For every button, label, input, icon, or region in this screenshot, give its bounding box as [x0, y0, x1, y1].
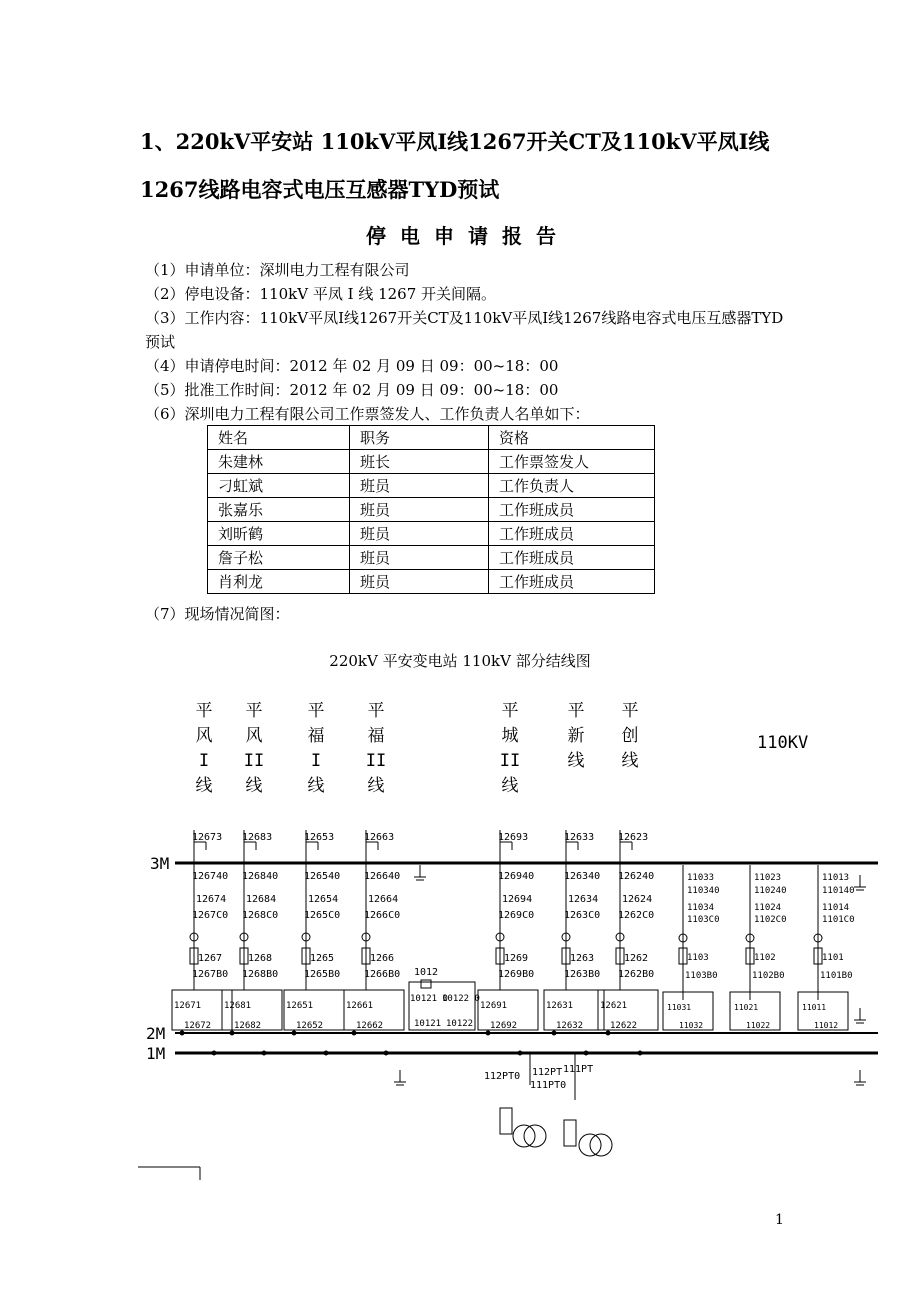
switch-code: 1103 [687, 953, 709, 963]
switch-code: 1101 [822, 953, 844, 963]
table-cell: 朱建林 [208, 450, 350, 474]
feeder-name-char: 平 [367, 701, 385, 721]
bus-node [262, 1051, 266, 1055]
table-cell: 工作票签发人 [489, 450, 655, 474]
switch-code: 12662 [356, 1021, 384, 1031]
switch-code: 1269 [504, 953, 529, 964]
switch-code: 110340 [687, 886, 720, 896]
item-work-content: （3）工作内容：110kV平凤I线1267开关CT及110kV平凤I线1267线路电容式电压互感器TYD [145, 309, 784, 327]
switch-code: 1102C0 [754, 915, 787, 925]
table-header: 资格 [489, 426, 655, 450]
table-cell: 詹子松 [208, 546, 350, 570]
feeder-name-char: I [198, 751, 210, 771]
switch-code: 1263C0 [564, 910, 601, 921]
switch-code: 1101C0 [822, 915, 855, 925]
table-cell: 工作班成员 [489, 522, 655, 546]
switch-code: 1268B0 [242, 969, 279, 980]
bus-node [230, 1031, 234, 1035]
feeder-name-char: 平 [307, 701, 325, 721]
bus-node [606, 1031, 610, 1035]
switch-code: 12654 [308, 894, 339, 905]
switch-code: 12632 [556, 1021, 584, 1031]
bus-node [292, 1031, 296, 1035]
table-cell: 班员 [350, 546, 489, 570]
bus-node [324, 1051, 328, 1055]
feeder-name-char: 平 [501, 701, 519, 721]
bus-node [180, 1031, 184, 1035]
switch-code: 10122 0 [442, 994, 480, 1004]
table-cell: 工作班成员 [489, 546, 655, 570]
feeder-name-char: 福 [307, 726, 325, 746]
switch-code: 10121 [414, 1019, 442, 1029]
bus-label-1m: 1M [146, 1044, 166, 1063]
switch-code: 1267 [198, 953, 223, 964]
switch-code: 126640 [364, 871, 401, 882]
switch-code: 126940 [498, 871, 535, 882]
coupler-breaker [421, 980, 431, 988]
feeder-name-char: I [310, 751, 322, 771]
bus-label-3m: 3M [150, 854, 170, 873]
switch-code: 11013 [822, 873, 850, 883]
item-work-content-cont: 预试 [145, 333, 176, 351]
switch-code: 12693 [498, 832, 529, 843]
switch-code: 11012 [814, 1021, 839, 1030]
document-title-line-2: 1267线路电容式电压互感器TYD预试 [140, 177, 500, 202]
page-number: 1 [775, 1212, 784, 1228]
table-row [208, 546, 655, 570]
table-cell: 张嘉乐 [208, 498, 350, 522]
feeder-name-char: 平 [621, 701, 639, 721]
document-title-line-1: 1、220kV平安站 110kV平凤I线1267开关CT及110kV平凤I线 [140, 129, 770, 154]
table-header: 姓名 [208, 426, 350, 450]
item-approved-time: （5）批准工作时间：2012 年 02 月 09 日 09：00~18：00 [145, 381, 559, 399]
item-equipment: （2）停电设备：110kV 平凤 I 线 1267 开关间隔。 [145, 285, 497, 303]
table-cell: 工作班成员 [489, 570, 655, 594]
switch-code: 11032 [679, 1021, 704, 1030]
switch-code: 11011 [802, 1003, 827, 1012]
switch-code: 126740 [192, 871, 229, 882]
feeder-name-char: 平 [245, 701, 263, 721]
table-cell: 班员 [350, 570, 489, 594]
switch-code: 11023 [754, 873, 782, 883]
table-cell: 工作负责人 [489, 474, 655, 498]
switch-code: 12694 [502, 894, 533, 905]
switch-code: 1262 [624, 953, 649, 964]
switch-code: 12652 [296, 1021, 324, 1031]
bus-node [384, 1051, 388, 1055]
switch-code: 11034 [687, 903, 715, 913]
switch-code: 12674 [196, 894, 227, 905]
switch-code: 1102B0 [752, 971, 785, 981]
switch-code: 12624 [622, 894, 653, 905]
switch-code: 12623 [618, 832, 649, 843]
switch-code: 12673 [192, 832, 223, 843]
switch-code: 1268 [248, 953, 273, 964]
switch-code: 1262C0 [618, 910, 655, 921]
switch-code: 1269C0 [498, 910, 535, 921]
personnel-table [207, 425, 655, 594]
feeder-name-char: 平 [195, 701, 213, 721]
switch-code: 1265 [310, 953, 335, 964]
feeder-name-char: 线 [501, 776, 519, 796]
feeder-name-char: 线 [367, 776, 385, 796]
switch-code: 12633 [564, 832, 595, 843]
switch-code: 12671 [174, 1001, 202, 1011]
feeder-name-char: 新 [567, 726, 585, 746]
voltage-label: 110KV [757, 733, 809, 753]
switch-code: 12651 [286, 1001, 314, 1011]
bus-node [486, 1031, 490, 1035]
switch-code: 12621 [600, 1001, 628, 1011]
table-cell: 刁虹斌 [208, 474, 350, 498]
item-personnel-intro: （6）深圳电力工程有限公司工作票签发人、工作负责人名单如下： [145, 405, 590, 423]
arrester-symbol [500, 1108, 512, 1134]
switch-code: 1263 [570, 953, 595, 964]
switch-code: 12692 [490, 1021, 518, 1031]
switch-code: 1265C0 [304, 910, 341, 921]
table-row [208, 522, 655, 546]
switch-code: 1012 [414, 967, 439, 978]
feeder-name-char: 线 [567, 751, 585, 771]
switch-code: 12663 [364, 832, 395, 843]
arrester-symbol [564, 1120, 576, 1146]
feeder-name-char: 线 [195, 776, 213, 796]
switch-code: 1103C0 [687, 915, 720, 925]
switch-code: 1269B0 [498, 969, 535, 980]
feeder-name-char: 线 [307, 776, 325, 796]
switch-code: 1267C0 [192, 910, 229, 921]
switch-code: 11014 [822, 903, 850, 913]
switch-code: 1262B0 [618, 969, 655, 980]
table-row [208, 450, 655, 474]
switch-code: 11033 [687, 873, 715, 883]
table-header: 职务 [350, 426, 489, 450]
bus-node [212, 1051, 216, 1055]
table-cell: 刘昕鹤 [208, 522, 350, 546]
switch-code: 10122 [446, 1019, 474, 1029]
switch-code: 111PT0 [530, 1080, 567, 1091]
item-site-intro: （7）现场情况简图： [145, 605, 290, 623]
table-cell: 班员 [350, 474, 489, 498]
switch-code: 126540 [304, 871, 341, 882]
report-heading: 停电申请报告 [366, 224, 570, 248]
table-header-row [208, 426, 655, 450]
feeder-name-char: II [243, 751, 265, 771]
switch-code: 12672 [184, 1021, 212, 1031]
switch-code: 110140 [822, 886, 855, 896]
bus-node [352, 1031, 356, 1035]
switch-code: 12691 [480, 1001, 508, 1011]
switch-code: 1266C0 [364, 910, 401, 921]
feeder-name-char: 线 [621, 751, 639, 771]
switch-code: 1103B0 [685, 971, 718, 981]
feeder-name-char: 平 [567, 701, 585, 721]
table-cell: 工作班成员 [489, 498, 655, 522]
switch-code: 1102 [754, 953, 776, 963]
feeder-name-char: 风 [245, 726, 263, 746]
feeder-name-char: II [365, 751, 387, 771]
switch-code: 112PT [532, 1067, 563, 1078]
bus-node [638, 1051, 642, 1055]
feeder-name-char: 创 [621, 726, 639, 746]
switch-code: 10121 0 [410, 994, 448, 1004]
table-cell: 班员 [350, 498, 489, 522]
item-applicant: （1）申请单位：深圳电力工程有限公司 [145, 261, 410, 279]
switch-code: 1266 [370, 953, 395, 964]
table-cell: 班员 [350, 522, 489, 546]
diagram-title: 220kV 平安变电站 110kV 部分结线图 [329, 652, 591, 670]
switch-code: 12661 [346, 1001, 374, 1011]
bus-node [518, 1051, 522, 1055]
feeder-name-char: 城 [501, 726, 519, 746]
switch-code: 12684 [246, 894, 277, 905]
item-outage-time: （4）申请停电时间：2012 年 02 月 09 日 09：00~18：00 [145, 357, 559, 375]
switch-code: 112PT0 [484, 1071, 521, 1082]
table-row [208, 498, 655, 522]
feeder-name-char: 福 [367, 726, 385, 746]
switch-code: 12664 [368, 894, 399, 905]
switch-code: 12634 [568, 894, 599, 905]
switch-code: 110240 [754, 886, 787, 896]
bus-node [552, 1031, 556, 1035]
switch-code: 1263B0 [564, 969, 601, 980]
switch-code: 1267B0 [192, 969, 229, 980]
feeder-name-char: 线 [245, 776, 263, 796]
switch-code: 12653 [304, 832, 335, 843]
switch-code: 1265B0 [304, 969, 341, 980]
switch-code: 11024 [754, 903, 782, 913]
table-cell: 肖利龙 [208, 570, 350, 594]
switch-code: 1101B0 [820, 971, 853, 981]
switch-code: 126240 [618, 871, 655, 882]
switch-code: 11021 [734, 1003, 759, 1012]
feeder-name-char: II [499, 751, 521, 771]
switch-code: 11031 [667, 1003, 692, 1012]
switch-code: 111PT [563, 1064, 594, 1075]
switch-code: 1268C0 [242, 910, 279, 921]
switch-code: 12682 [234, 1021, 262, 1031]
switch-code: 1266B0 [364, 969, 401, 980]
table-row [208, 570, 655, 594]
switch-code: 12683 [242, 832, 273, 843]
feeder-name-char: 风 [195, 726, 213, 746]
table-row [208, 474, 655, 498]
switch-code: 12631 [546, 1001, 574, 1011]
switch-code: 12681 [224, 1001, 252, 1011]
switch-code: 11022 [746, 1021, 771, 1030]
bus-node [584, 1051, 588, 1055]
switch-code: 126340 [564, 871, 601, 882]
switch-code: 12622 [610, 1021, 638, 1031]
bus-label-2m: 2M [146, 1024, 166, 1043]
single-line-diagram [0, 690, 920, 1190]
switch-code: 126840 [242, 871, 279, 882]
table-cell: 班长 [350, 450, 489, 474]
